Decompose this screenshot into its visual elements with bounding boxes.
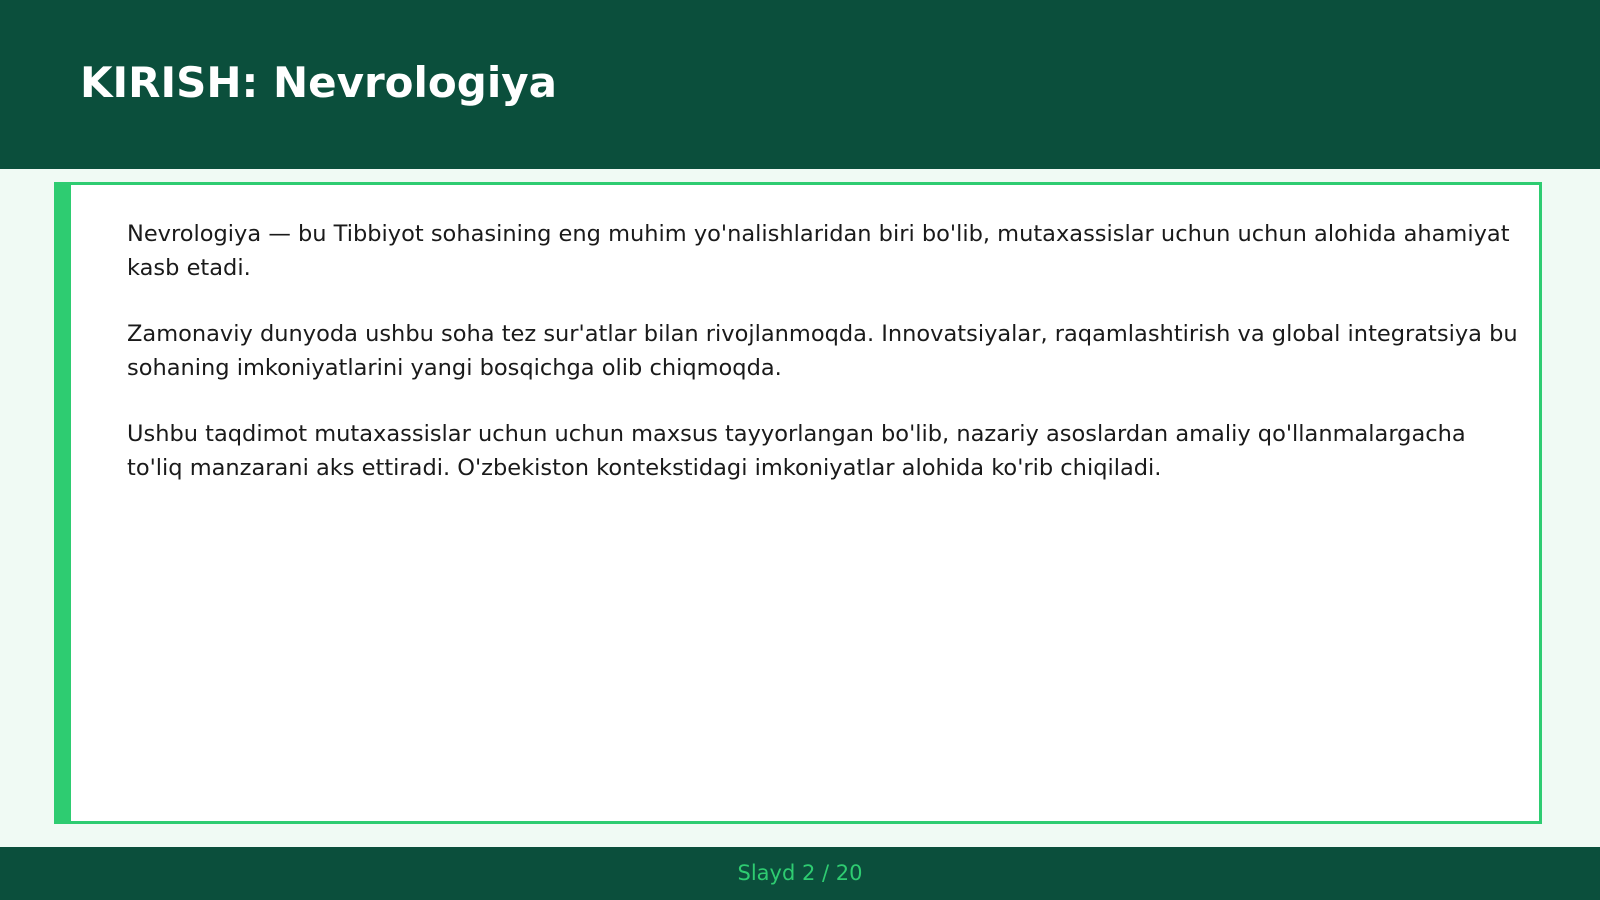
slide-number: Slayd 2 / 20 (737, 861, 863, 885)
presentation-paragraph: Ushbu taqdimot mutaxassislar uchun uchun maxsus tayyorlangan bo'lib, nazariy asoslardan amaliy qo'llanmalargacha to'liq manzarani aks ettiradi. O'zbekiston kontekstidagi imkoniyatlar alohida ko'rib chiqiladi. (127, 421, 1466, 481)
content-card (54, 182, 1542, 824)
slide-title: KIRISH: Nevrologiya (80, 58, 557, 107)
slide-footer (0, 847, 1600, 900)
intro-paragraph: Nevrologiya — bu Tibbiyot sohasining eng muhim yo'nalishlaridan biri bo'lib, mutaxassislar uchun uchun alohida ahamiyat kasb etadi. (127, 221, 1510, 281)
development-paragraph: Zamonaviy dunyoda ushbu soha tez sur'atlar bilan rivojlanmoqda. Innovatsiyalar, raqamlashtirish va global integratsiya bu sohaning imkoniyatlarini yangi bosqichga olib chiqmoqda. (127, 321, 1518, 381)
slide-header (0, 0, 1600, 169)
